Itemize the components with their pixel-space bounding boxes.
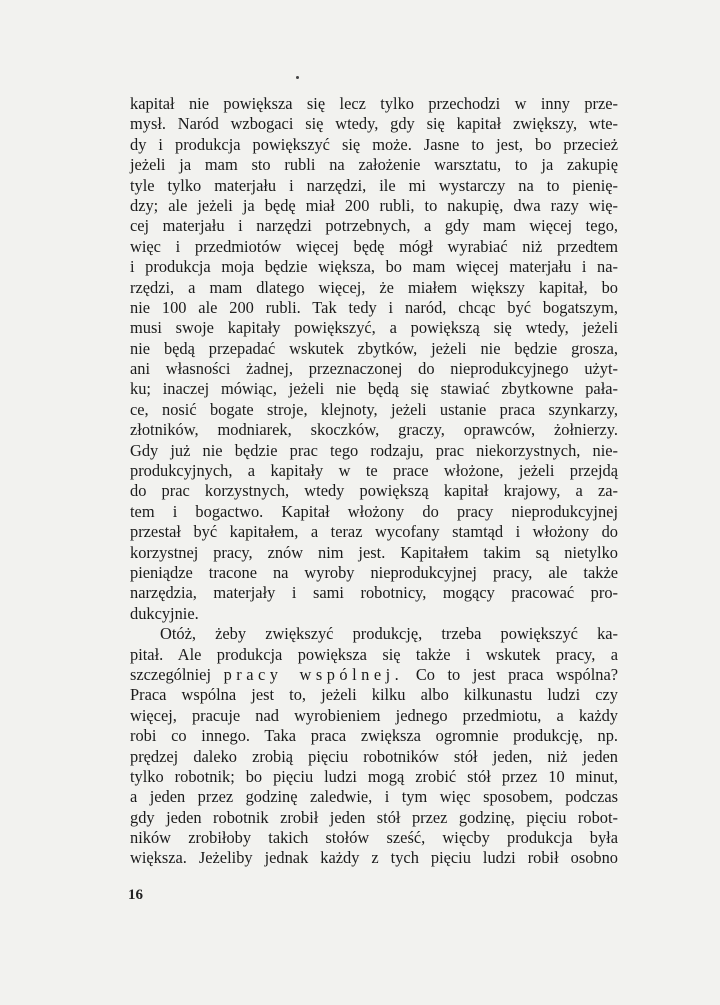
text-line: tylko robotnik; bo pięciu ludzi mogą zrobić stół przez 10 minut, — [130, 766, 618, 786]
text-line: pitał. Ale produkcja powiększa się także i wskutek pracy, a — [130, 644, 618, 664]
text-line: rzędzi, a mam dlatego więcej, że miałem większy kapitał, bo — [130, 277, 618, 297]
text-line: jeżeli ja mam sto rubli na założenie warsztatu, to ja zakupię — [130, 155, 618, 175]
text-line: większa. Jeżeliby jednak każdy z tych pięciu ludzi robił osobno — [130, 848, 618, 868]
text-line: ników zrobiłoby takich stołów sześć, więcby produkcja była — [130, 828, 618, 848]
body-text — [130, 94, 618, 869]
text-line: nie będą przepadać wskutek zbytków, jeżeli nie będzie grosza, — [130, 338, 618, 358]
text-line: więc i przedmiotów więcej będę mógł wyrabiać niż przedtem — [130, 236, 618, 256]
text-line: przestał być kapitałem, a teraz wycofany stamtąd i włożony do — [130, 522, 618, 542]
paragraph-1 — [130, 94, 618, 624]
text-line: ku; inaczej mówiąc, jeżeli nie będą się stawiać zbytkowne pała- — [130, 379, 618, 399]
text-line: i produkcja moja będzie większa, bo mam więcej materjału i na- — [130, 257, 618, 277]
text-line: produkcyjnych, a kapitały w te prace włożone, jeżeli przejdą — [130, 461, 618, 481]
text-line: dukcyjnie. — [130, 603, 199, 623]
text-line: dy i produkcja powiększyć się może. Jasne to jest, bo przecież — [130, 134, 618, 154]
text-line: musi swoje kapitały powiększyć, a powiększą się wtedy, jeżeli — [130, 318, 618, 338]
ink-speck — [296, 76, 299, 79]
text-line: Praca wspólna jest to, jeżeli kilku albo kilkunastu ludzi czy — [130, 685, 618, 705]
text-line: Otóż, żeby zwiększyć produkcję, trzeba powiększyć ka- — [160, 624, 618, 644]
text-line: kapitał nie powiększa się lecz tylko przechodzi w inny prze- — [130, 94, 618, 113]
paragraph-2-lines — [130, 685, 618, 869]
text-line: korzystnej pracy, znów nim jest. Kapitałem takim są nietylko — [130, 542, 618, 562]
text-line: ce, nosić bogate stroje, klejnoty, jeżeli ustanie praca szynkarzy, — [130, 399, 618, 419]
text-line: gdy jeden robotnik zrobił jeden stół przez godzinę, pięciu robot- — [130, 807, 618, 827]
text-line: do prac korzystnych, wtedy powiększą kapitał krajowy, a za- — [130, 481, 618, 501]
spaced-emphasis: pracy wspólnej. — [223, 664, 404, 684]
text-line: prędzej daleko zrobią pięciu robotników stół jeden, niż jeden — [130, 746, 618, 766]
text-line: ani własności żadnej, przeznaczonej do nieprodukcyjnego użyt- — [130, 359, 618, 379]
text-line: tem i bogactwo. Kapitał włożony do pracy nieprodukcyjnej — [130, 501, 618, 521]
text-line: narzędzia, materjały i sami robotnicy, mogący pracować pro- — [130, 583, 618, 603]
text-line: nie 100 ale 200 rubli. Tak tedy i naród, chcąc być bogatszym, — [130, 297, 618, 317]
text-line: dzy; ale jeżeli ja będę miał 200 rubli, to nakupię, dwa razy wię- — [130, 195, 618, 215]
text-line-emphasis — [130, 665, 618, 685]
text-line: więcej, pracuje nad wyrobieniem jednego przedmiotu, a każdy — [130, 705, 618, 725]
text-fragment: Co to jest praca wspólna? — [415, 664, 618, 684]
text-fragment: szczególniej — [130, 664, 212, 684]
text-line: cej materjału i narzędzi potrzebnych, a gdy mam więcej tego, — [130, 216, 618, 236]
text-line: Gdy już nie będzie prac tego rodzaju, prac niekorzystnych, nie- — [130, 440, 618, 460]
text-line: robi co innego. Taka praca zwiększa ogromnie produkcję, np. — [130, 726, 618, 746]
text-line: pieniądze tracone na wyroby nieprodukcyjnej pracy, ale także — [130, 562, 618, 582]
page-number: 16 — [128, 887, 143, 903]
paragraph-2 — [130, 624, 618, 869]
text-line: tyle tylko materjału i narzędzi, ile mi wystarczy na to pienię- — [130, 175, 618, 195]
text-line: złotników, modniarek, skoczków, graczy, oprawców, żołnierzy. — [130, 420, 618, 440]
text-line: a jeden przez godzinę zaledwie, i tym więc sposobem, podczas — [130, 787, 618, 807]
text-line: mysł. Naród wzbogaci się wtedy, gdy się kapitał zwiększy, wte- — [130, 114, 618, 134]
